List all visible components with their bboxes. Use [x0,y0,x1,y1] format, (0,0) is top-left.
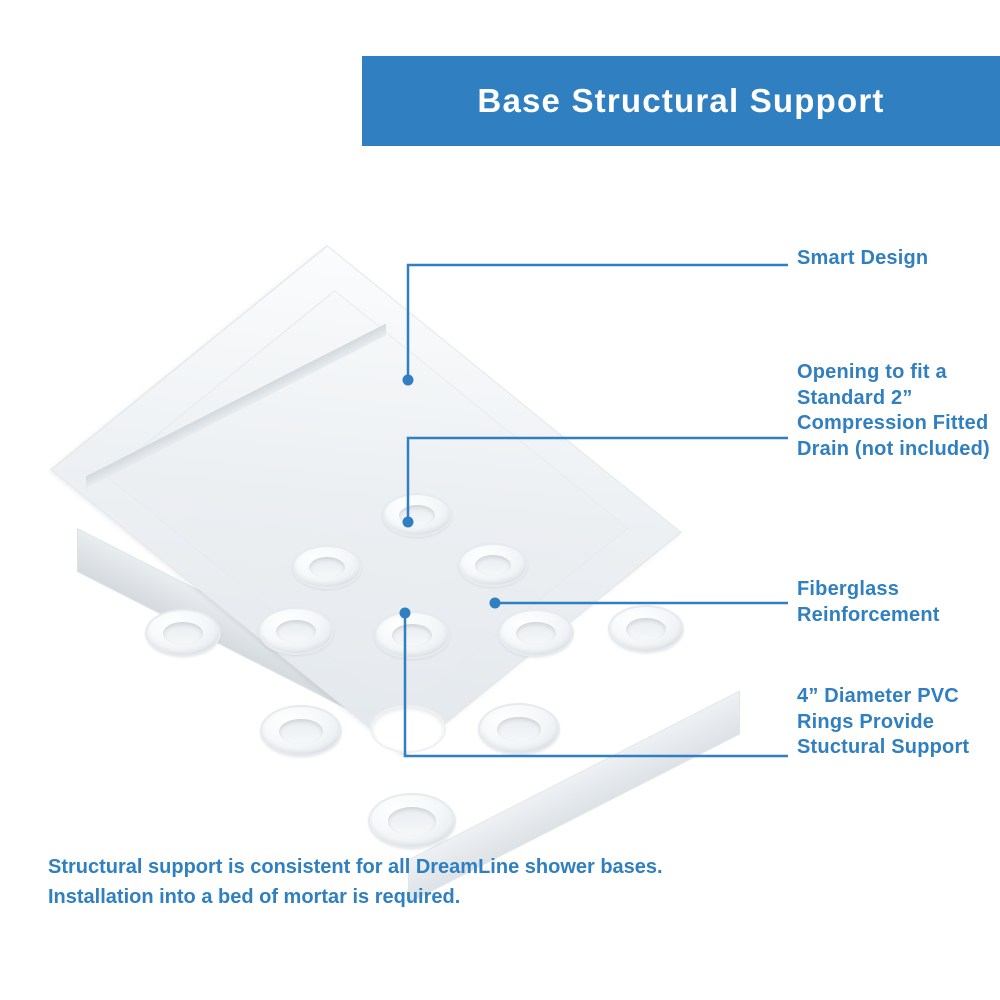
shower-base-illustration [30,215,770,835]
callout-drain-opening: Opening to fit a Standard 2” Compression Fitted Drain (not included) [797,361,990,460]
page-title: Base Structural Support [477,81,885,119]
header-bar [362,56,1000,146]
callout-pvc-rings: 4” Diameter PVC Rings Provide Stuctural Support [797,685,970,759]
callout-smart-design: Smart Design [797,247,929,269]
shower-base-body [30,215,770,835]
pvc-ring [478,703,560,755]
pvc-ring [145,609,221,657]
pvc-ring [374,611,450,659]
pvc-ring [258,607,334,655]
drain-opening [370,705,446,753]
pvc-ring [292,545,362,589]
pvc-ring [458,543,528,587]
pvc-ring [608,605,684,653]
pvc-ring [382,493,452,537]
pvc-ring [498,609,574,657]
pvc-ring [368,793,456,849]
callout-fiberglass: Fiberglass Reinforcement [797,578,940,626]
footnote-text: Structural support is consistent for all DreamLine shower bases. Installation into a bed of mortar is required. [48,856,663,908]
pvc-ring [260,705,342,757]
